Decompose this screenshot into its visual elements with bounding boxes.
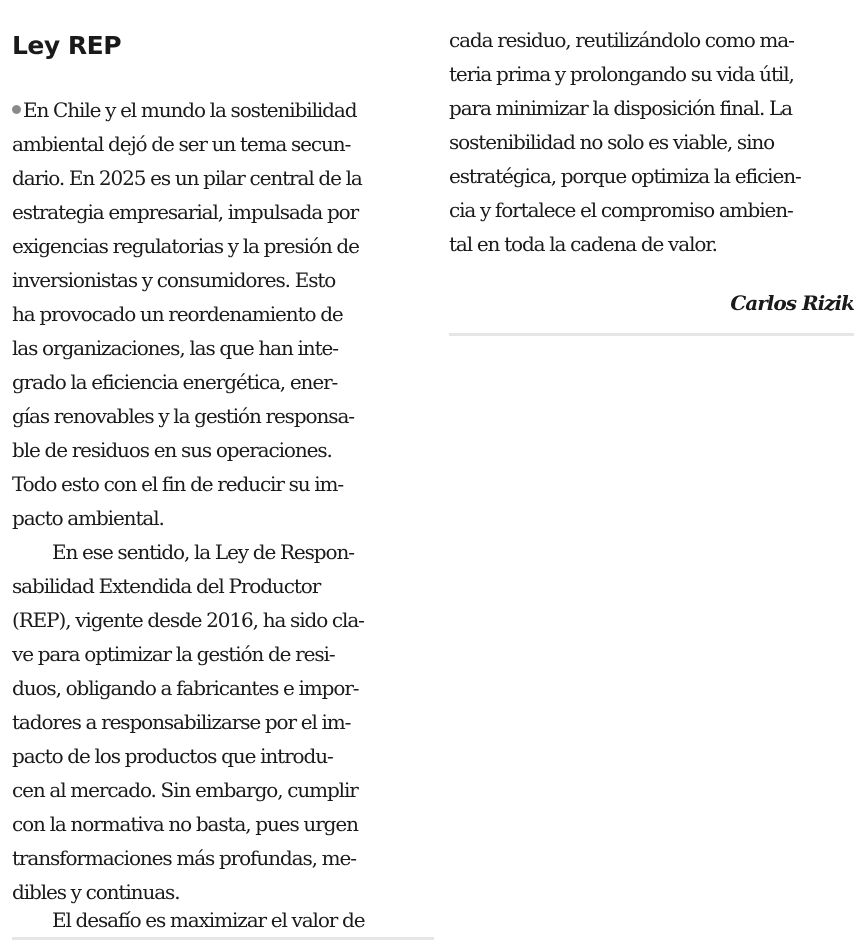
column-divider [12,937,434,940]
text-line: pacto de los productos que introdu- [12,744,333,768]
text-line: gías renovables y la gestión responsa- [12,404,354,428]
article-heading: Ley REP [12,31,122,60]
text-line: sabilidad Extendida del Productor [12,574,321,598]
text-line: cada residuo, reutilizándolo como ma- [449,28,794,52]
text-line: exigencias regulatorias y la presión de [12,234,359,258]
text-line: ha provocado un reordenamiento de [12,302,343,326]
article-right-column [449,0,854,340]
text-line: dibles y continuas. [12,880,180,904]
text-line: grado la eficiencia energética, ener- [12,370,338,394]
text-line-content: En Chile y el mundo la sostenibilidad [23,98,357,122]
text-line: En ese sentido, la Ley de Respon- [52,540,354,564]
text-line: ble de residuos en sus operaciones. [12,438,332,462]
text-line: estrategia empresarial, impulsada por [12,200,359,224]
text-line [12,93,356,127]
text-line: las organizaciones, las que han inte- [12,336,338,360]
text-line: inversionistas y consumidores. Esto [12,268,336,292]
text-line: tadores a responsabilizarse por el im- [12,710,351,734]
text-line: dario. En 2025 es un pilar central de la [12,166,362,190]
text-line: duos, obligando a fabricantes e impor- [12,676,359,700]
article-left-column [12,0,434,949]
text-line: con la normativa no basta, pues urgen [12,812,358,836]
text-line: sostenibilidad no solo es viable, sino [449,130,775,154]
text-line: para minimizar la disposición final. La [449,96,792,120]
text-line: estratégica, porque optimiza la eficien- [449,164,801,188]
text-line: ve para optimizar la gestión de resi- [12,642,335,666]
text-line: (REP), vigente desde 2016, ha sido cla- [12,608,364,632]
text-line: cia y fortalece el compromiso ambien- [449,198,793,222]
text-line: transformaciones más profundas, me- [12,846,356,870]
text-line: ambiental dejó de ser un tema secun- [12,132,351,156]
author-signature: Carlos Rizik [730,291,854,315]
text-line: teria prima y prolongando su vida útil, [449,62,794,86]
text-line: El desafío es maximizar el valor de [52,908,365,932]
text-line: cen al mercado. Sin embargo, cumplir [12,778,358,802]
column-divider [449,333,854,336]
text-line: pacto ambiental. [12,506,164,530]
bullet-icon [12,105,21,114]
text-line: Todo esto con el fin de reducir su im- [12,472,344,496]
text-line: tal en toda la cadena de valor. [449,232,717,256]
